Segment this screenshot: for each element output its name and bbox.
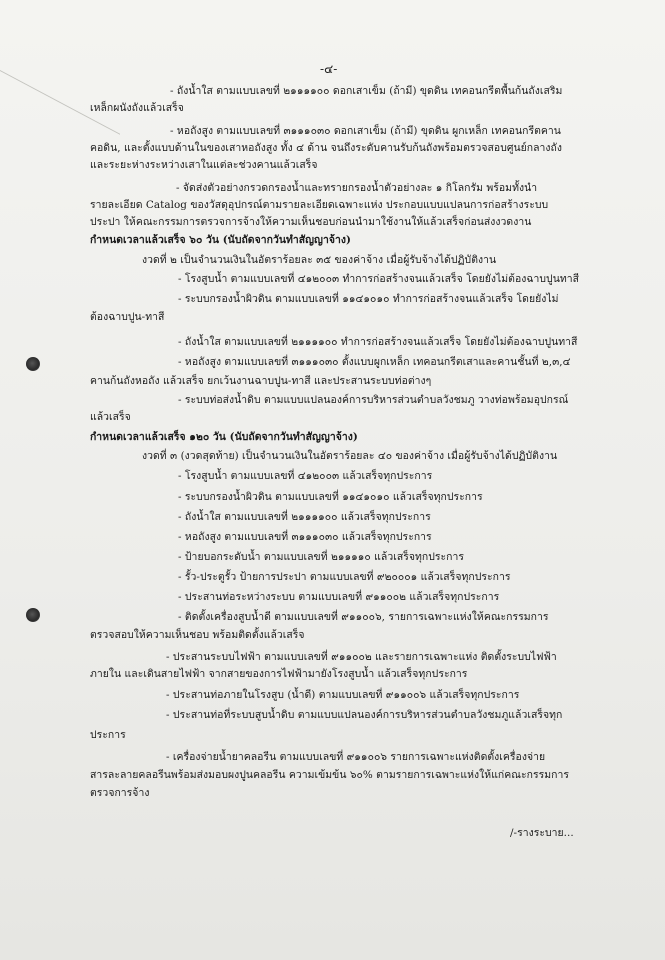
text-line: แล้วเสร็จ xyxy=(90,411,131,423)
text-line: - ถังน้ำใส ตามแบบเลขที่ ๒๑๑๑๑๐๐ แล้วเสร็จทุกประการ xyxy=(178,511,431,523)
text-line: - ประสานท่อภายในโรงสูบ (น้ำดี) ตามแบบเลขที่ ๙๑๑๐๐๖ แล้วเสร็จทุกประการ xyxy=(166,689,520,701)
text-line: ตรวจสอบให้ความเห็นชอบ พร้อมติดตั้งแล้วเสร็จ xyxy=(90,629,305,641)
text-line: สารละลายคลอรีนพร้อมส่งมอบผงปูนคลอรีน ความเข้มข้น ๖๐% ตามรายการเฉพาะแห่งให้แก่คณะกรรมการ xyxy=(90,769,569,781)
text-line: รายละเอียด Catalog ของวัสดุอุปกรณ์ตามรายละเอียดเฉพาะแห่ง ประกอบแบบแปลนการก่อสร้างระบบ xyxy=(90,199,549,211)
installment-heading: งวดที่ ๓ (งวดสุดท้าย) เป็นจำนวนเงินในอัตราร้อยละ ๔๐ ของค่าจ้าง เมื่อผู้รับจ้างได้ปฏิบัติงาน xyxy=(142,450,558,462)
page-number: -๔- xyxy=(320,62,338,76)
text-line: และระยะห่างระหว่างเสาในแต่ละช่วงคานแล้วเสร็จ xyxy=(90,159,318,171)
continuation-footer: /-รางระบาย... xyxy=(510,827,574,839)
text-line: - ประสานท่อระหว่างระบบ ตามแบบเลขที่ ๙๑๑๐๐๒ แล้วเสร็จทุกประการ xyxy=(178,591,500,603)
text-line: - เครื่องจ่ายน้ำยาคลอรีน ตามแบบเลขที่ ๙๑๑๐๐๖ รายการเฉพาะแห่งติดตั้งเครื่องจ่าย xyxy=(166,751,546,763)
text-line: - ระบบท่อส่งน้ำดิบ ตามแบบแปลนองค์การบริหารส่วนตำบลวังชมภู วางท่อพร้อมอุปกรณ์ xyxy=(178,394,569,406)
text-line: - หอถังสูง ตามแบบเลขที่ ๓๑๑๑๐๓๐ แล้วเสร็จทุกประการ xyxy=(178,531,432,543)
text-line: ประการ xyxy=(90,729,126,741)
text-line: - รั้ว-ประตูรั้ว ป้ายการประปา ตามแบบเลขที่ ๙๒๐๐๐๑ แล้วเสร็จทุกประการ xyxy=(178,571,511,583)
text-line: - จัดส่งตัวอย่างกรวดกรองน้ำและทรายกรองน้ำตัวอย่างละ ๑ กิโลกรัม พร้อมทั้งนำ xyxy=(176,182,538,194)
text-line: - ประสานระบบไฟฟ้า ตามแบบเลขที่ ๙๑๑๐๐๒ และรายการเฉพาะแห่ง ติดตั้งระบบไฟฟ้า xyxy=(166,651,557,663)
deadline-heading: กำหนดเวลาแล้วเสร็จ ๖๐ วัน (นับถัดจากวันทำสัญญาจ้าง) xyxy=(90,234,351,246)
text-line: - ระบบกรองน้ำผิวดิน ตามแบบเลขที่ ๑๑๔๑๐๑๐ ทำการก่อสร้างจนแล้วเสร็จ โดยยังไม่ xyxy=(178,293,559,305)
text-line: - โรงสูบน้ำ ตามแบบเลขที่ ๔๑๒๐๐๓ ทำการก่อสร้างจนแล้วเสร็จ โดยยังไม่ต้องฉาบปูนทาสี xyxy=(178,273,580,285)
text-line: - ประสานท่อที่ระบบสูบน้ำดิบ ตามแบบแปลนองค์การบริหารส่วนตำบลวังชมภูแล้วเสร็จทุก xyxy=(166,709,563,721)
text-line: คอดิน, และตั้งแบบด้านในของเสาหอถังสูง ทั้ง ๔ ด้าน จนถึงระดับคานรับก้นถังพร้อมตรวจสอบศูนย์กลางถัง xyxy=(90,142,563,154)
binder-hole xyxy=(26,608,40,622)
text-line: ต้องฉาบปูน-ทาสี xyxy=(90,311,165,323)
text-line: - หอถังสูง ตามแบบเลขที่ ๓๑๑๑๐๓๐ ตั้งแบบผูกเหล็ก เทคอนกรีตเสาและคานชั้นที่ ๒,๓,๔ xyxy=(178,356,571,368)
text-line: - ติดตั้งเครื่องสูบน้ำดี ตามแบบเลขที่ ๙๑๑๐๐๖, รายการเฉพาะแห่งให้คณะกรรมการ xyxy=(178,611,549,623)
text-line: - ระบบกรองน้ำผิวดิน ตามแบบเลขที่ ๑๑๔๑๐๑๐ แล้วเสร็จทุกประการ xyxy=(178,491,483,503)
text-line: - ป้ายบอกระดับน้ำ ตามแบบเลขที่ ๒๑๑๑๑๐ แล้วเสร็จทุกประการ xyxy=(178,551,464,563)
installment-heading: งวดที่ ๒ เป็นจำนวนเงินในอัตราร้อยละ ๓๕ ของค่าจ้าง เมื่อผู้รับจ้างได้ปฏิบัติงาน xyxy=(142,254,497,266)
text-line: ประปา ให้คณะกรรมการตรวจการจ้างให้ความเห็นชอบก่อนนำมาใช้งานให้แล้วเสร็จก่อนส่งงวดงาน xyxy=(90,216,532,228)
text-line: คานก้นถังหอถัง แล้วเสร็จ ยกเว้นงานฉาบปูน-ทาสี และประสานระบบท่อต่างๆ xyxy=(90,375,432,387)
text-line: ตรวจการจ้าง xyxy=(90,787,150,799)
text-line: - หอถังสูง ตามแบบเลขที่ ๓๑๑๑๐๓๐ ดอกเสาเข็ม (ถ้ามี) ขุดดิน ผูกเหล็ก เทคอนกรีตคาน xyxy=(170,125,561,137)
text-line: - ถังน้ำใส ตามแบบเลขที่ ๒๑๑๑๑๐๐ ดอกเสาเข็ม (ถ้ามี) ขุดดิน เทคอนกรีตพื้นก้นถังเสริม xyxy=(170,85,563,97)
binder-hole xyxy=(26,357,40,371)
text-line: - ถังน้ำใส ตามแบบเลขที่ ๒๑๑๑๑๐๐ ทำการก่อสร้างจนแล้วเสร็จ โดยยังไม่ต้องฉาบปูนทาสี xyxy=(178,336,578,348)
text-line: เหล็กผนังถังแล้วเสร็จ xyxy=(90,102,184,114)
deadline-heading: กำหนดเวลาแล้วเสร็จ ๑๒๐ วัน (นับถัดจากวันทำสัญญาจ้าง) xyxy=(90,431,358,443)
text-line: ภายใน และเดินสายไฟฟ้า จากสายของการไฟฟ้ามายังโรงสูบน้ำ แล้วเสร็จทุกประการ xyxy=(90,668,468,680)
text-line: - โรงสูบน้ำ ตามแบบเลขที่ ๔๑๒๐๐๓ แล้วเสร็จทุกประการ xyxy=(178,470,433,482)
